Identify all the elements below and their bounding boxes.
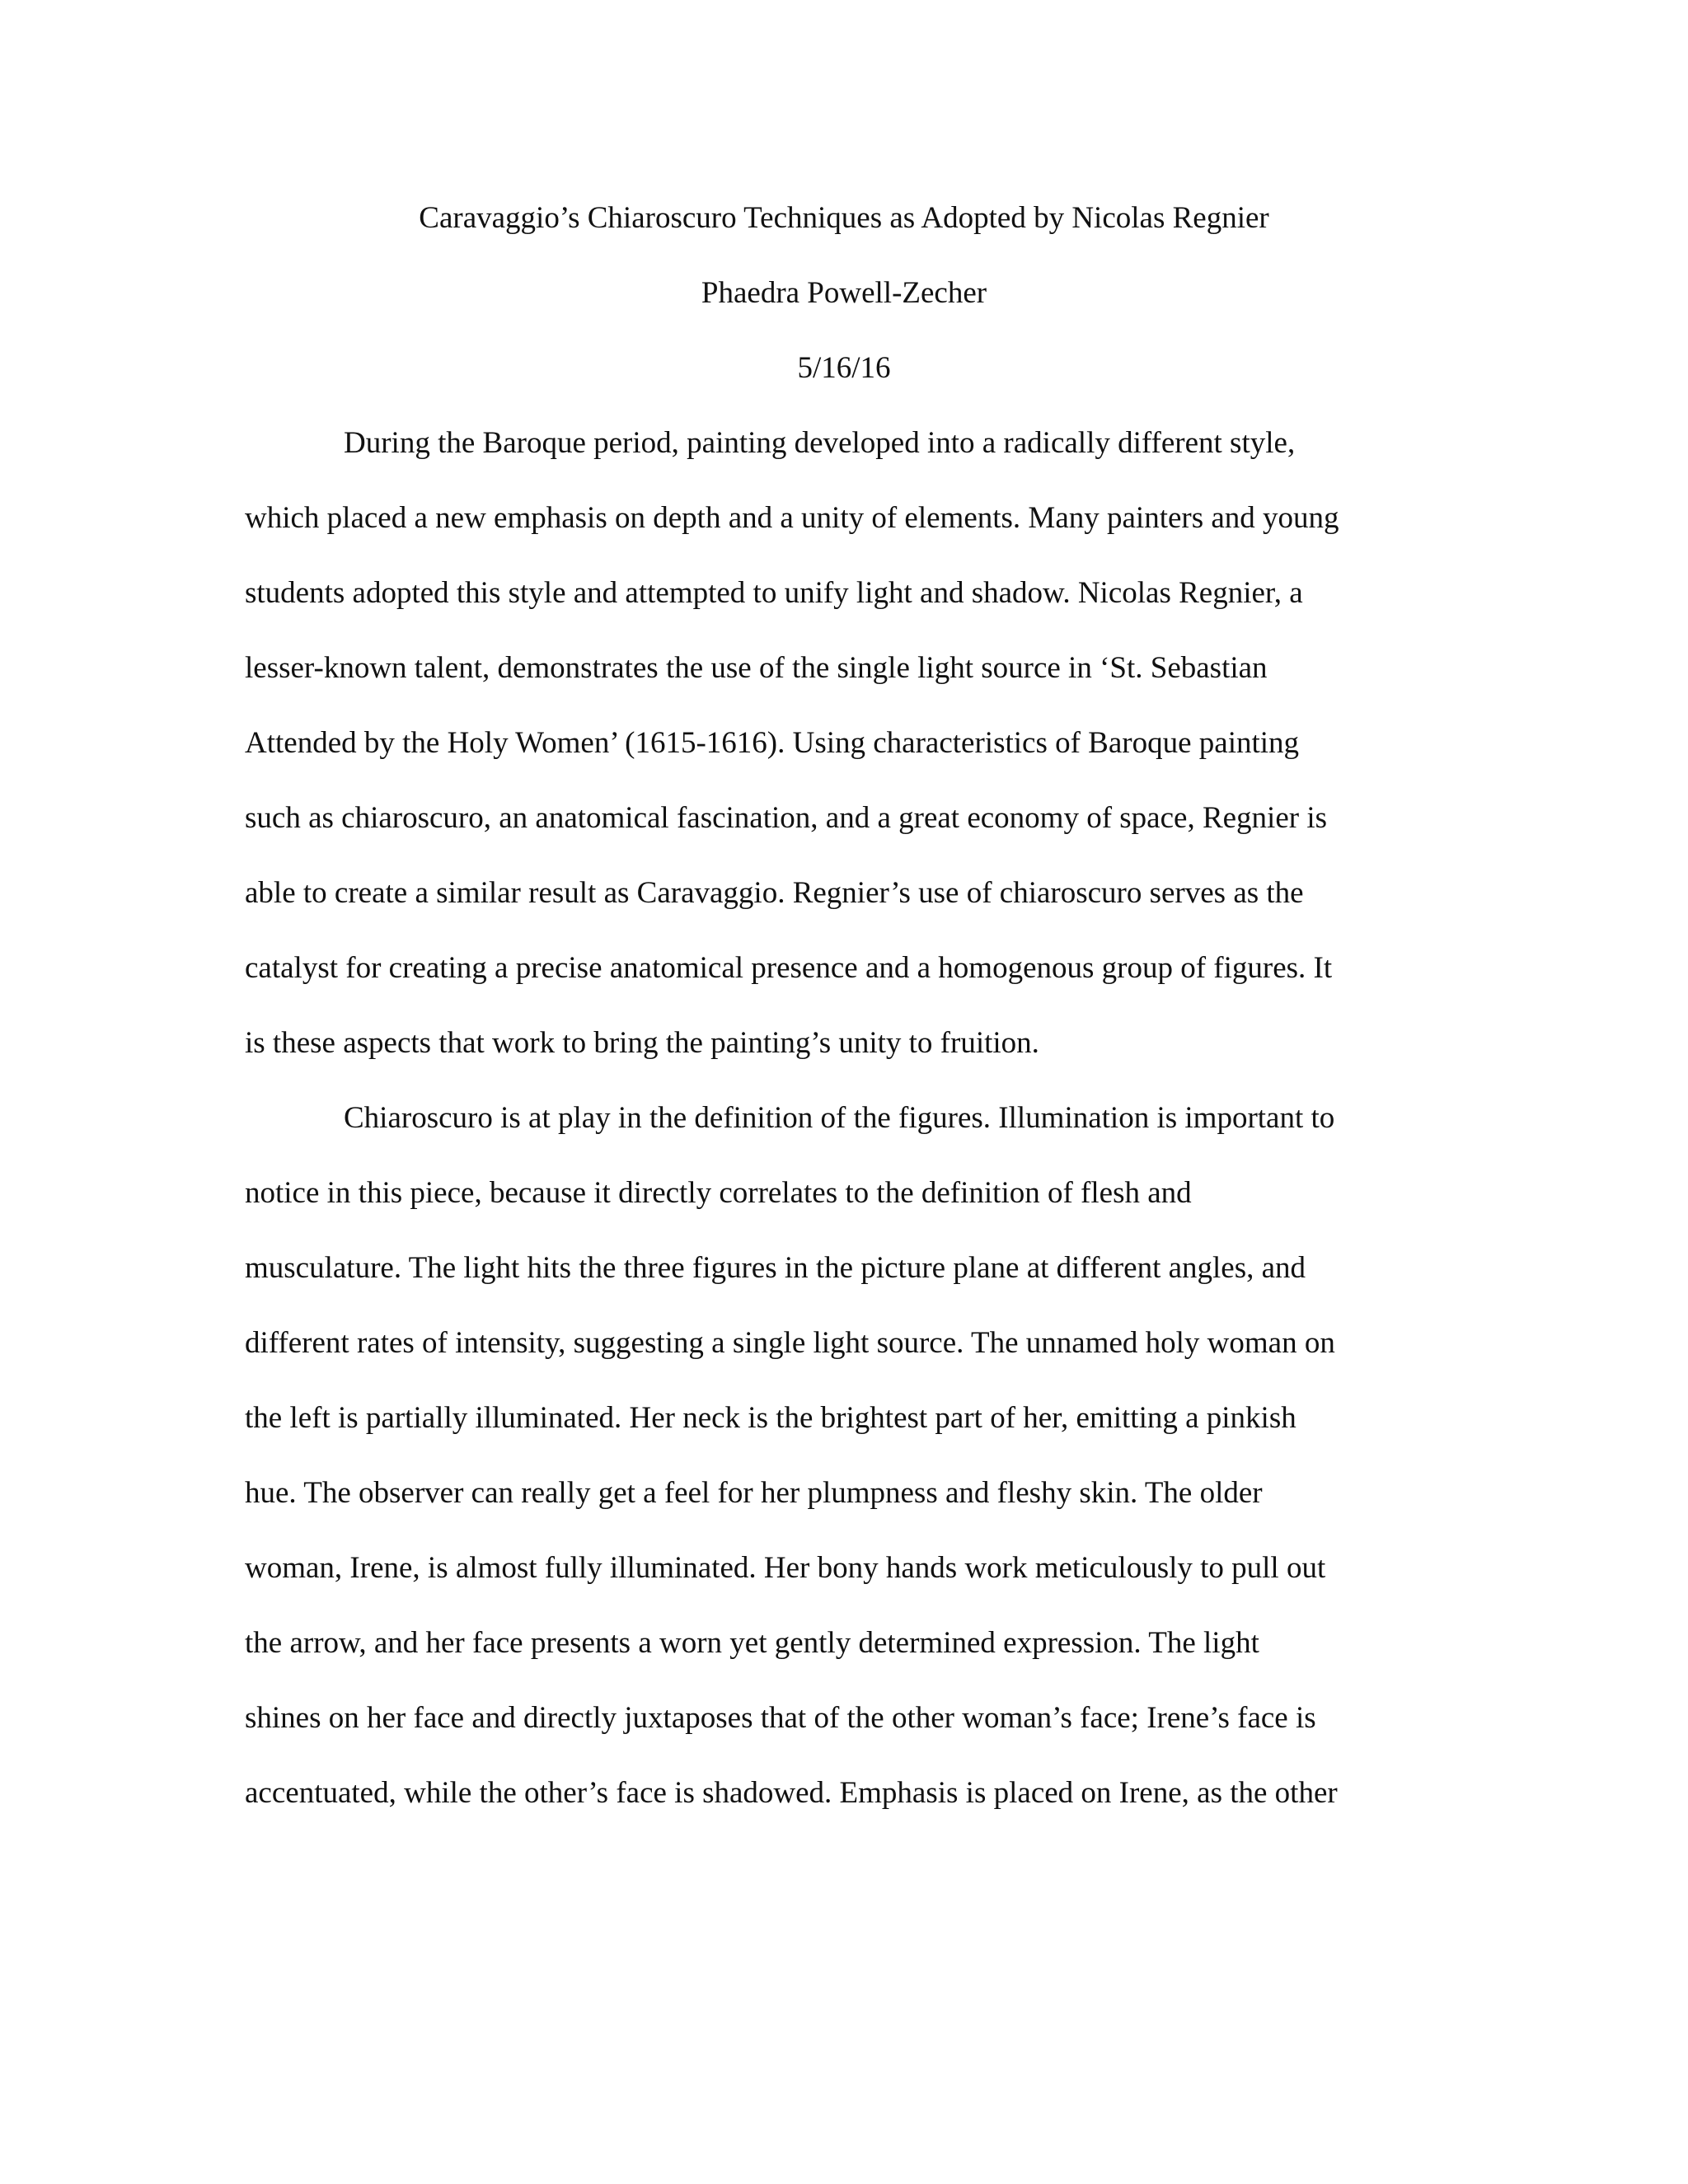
paragraph-1-line: Attended by the Holy Women’ (1615-1616). Using characteristics of Baroque painting: [245, 726, 1300, 760]
paragraph-2-line: notice in this piece, because it directly correlates to the definition of flesh and: [245, 1176, 1192, 1210]
paragraph-1-line: catalyst for creating a precise anatomical presence and a homogenous group of figures. It: [245, 951, 1333, 985]
paragraph-2-line: shines on her face and directly juxtaposes that of the other woman’s face; Irene’s face is: [245, 1701, 1316, 1735]
paragraph-1-line: lesser-known talent, demonstrates the use of the single light source in ‘St. Sebastian: [245, 651, 1268, 685]
paragraph-2-line: woman, Irene, is almost fully illuminated. Her bony hands work meticulously to pull out: [245, 1551, 1326, 1585]
paragraph-1-line: able to create a similar result as Caravaggio. Regnier’s use of chiaroscuro serves as the: [245, 876, 1304, 910]
paragraph-2-line: hue. The observer can really get a feel for her plumpness and fleshy skin. The older: [245, 1476, 1263, 1510]
paragraph-2-line: musculature. The light hits the three figures in the picture plane at different angles, and: [245, 1251, 1306, 1285]
paragraph-2-line: accentuated, while the other’s face is shadowed. Emphasis is placed on Irene, as the other: [245, 1776, 1338, 1810]
paragraph-2-line: different rates of intensity, suggesting a single light source. The unnamed holy woman on: [245, 1326, 1335, 1360]
paragraph-1-line: During the Baroque period, painting developed into a radically different style,: [344, 426, 1296, 460]
paragraph-2-line: Chiaroscuro is at play in the definition of the figures. Illumination is important to: [344, 1101, 1335, 1135]
document-title: Caravaggio’s Chiaroscuro Techniques as Adopted by Nicolas Regnier: [419, 201, 1269, 235]
paragraph-1-line: which placed a new emphasis on depth and a unity of elements. Many painters and young: [245, 501, 1339, 535]
document-date: 5/16/16: [797, 351, 891, 385]
paragraph-1-line: students adopted this style and attempted to unify light and shadow. Nicolas Regnier, a: [245, 576, 1303, 610]
paragraph-2-line: the arrow, and her face presents a worn yet gently determined expression. The light: [245, 1626, 1259, 1660]
document-author: Phaedra Powell-Zecher: [701, 276, 987, 310]
paragraph-2-line: the left is partially illuminated. Her neck is the brightest part of her, emitting a pinkish: [245, 1401, 1296, 1435]
paragraph-1-line: is these aspects that work to bring the painting’s unity to fruition.: [245, 1026, 1039, 1060]
paragraph-1-line: such as chiaroscuro, an anatomical fascination, and a great economy of space, Regnier is: [245, 801, 1327, 835]
